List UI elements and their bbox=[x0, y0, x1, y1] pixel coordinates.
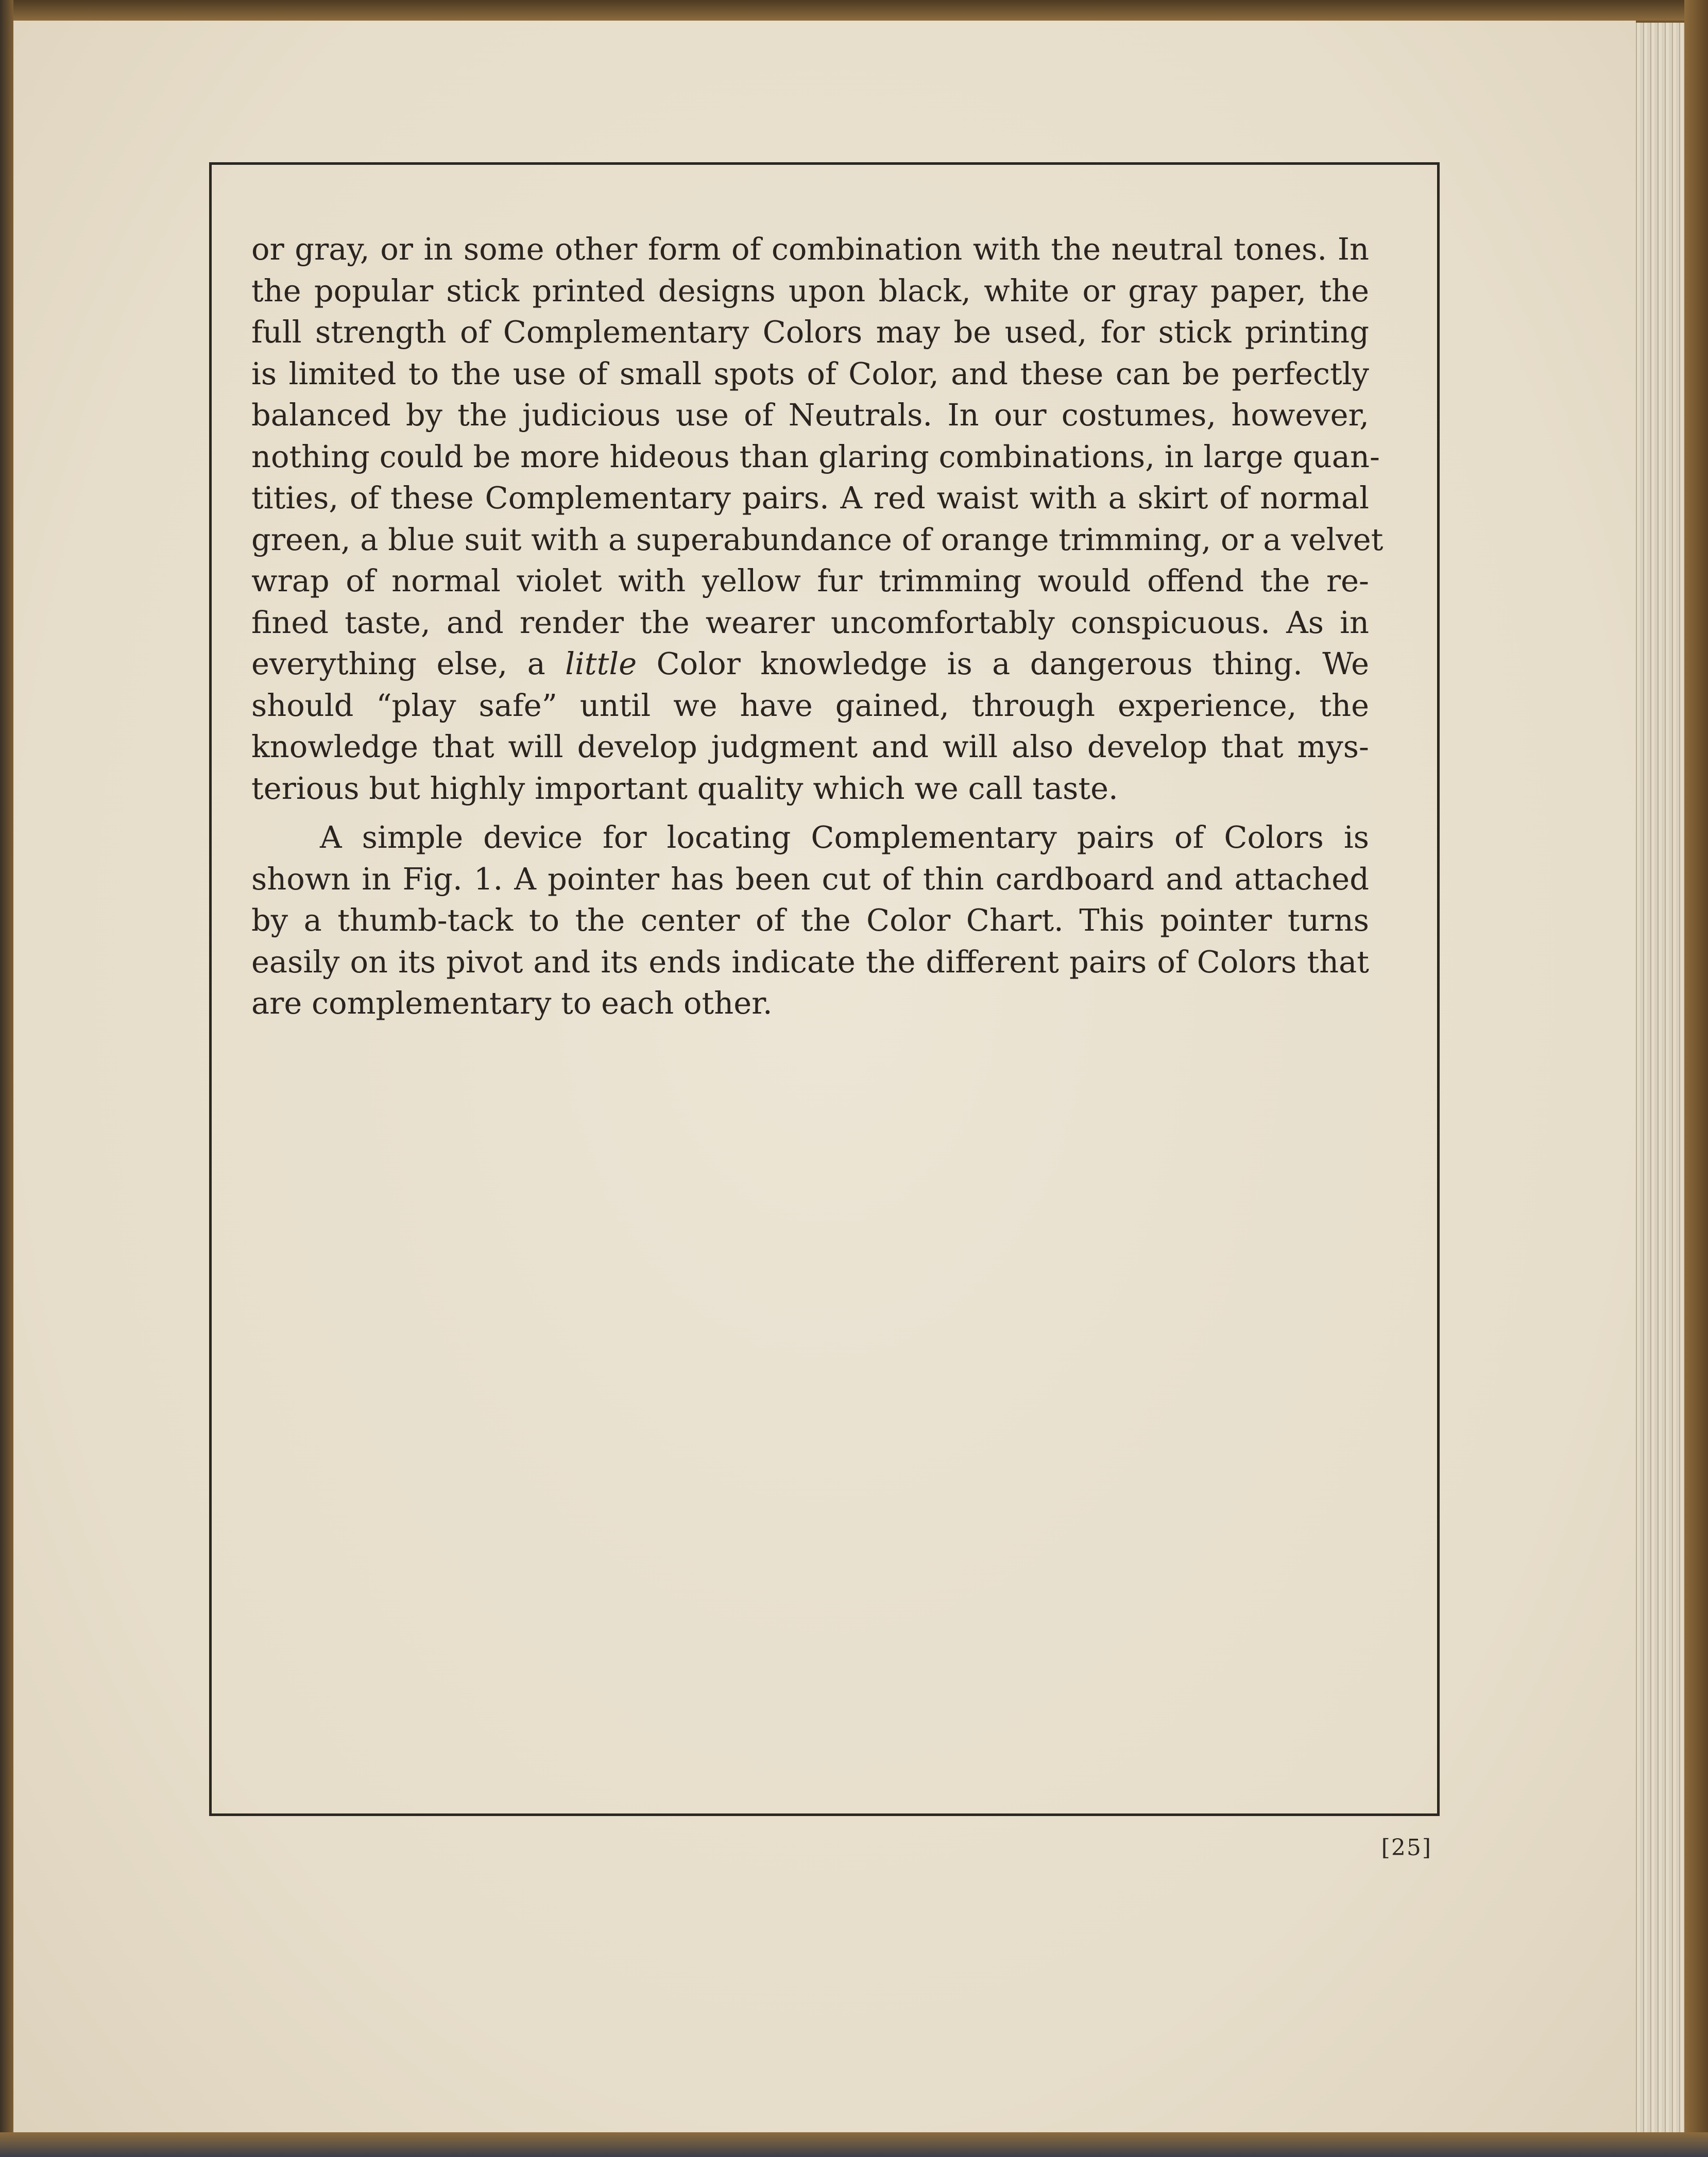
text-line: shown in Fig. 1. A pointer has been cut of thin cardboard and attached bbox=[251, 861, 1369, 897]
body-text bbox=[251, 229, 1384, 1024]
text-line: full strength of Complementary Colors may be used, for stick printing bbox=[251, 314, 1369, 350]
book-cover-bottom-edge bbox=[0, 2132, 1708, 2157]
text-line: A simple device for locating Complementary pairs of Colors is bbox=[320, 819, 1369, 855]
text-line: is limited to the use of small spots of Color, and these can be perfectly bbox=[251, 355, 1369, 391]
page-edges bbox=[1633, 23, 1684, 2132]
paragraph-gap bbox=[251, 809, 1369, 817]
text-line: green, a blue suit with a superabundance of orange trimming, or a velvet bbox=[251, 521, 1384, 557]
text-line: or gray, or in some other form of combination with the neutral tones. In bbox=[251, 231, 1369, 267]
paragraph-2 bbox=[251, 817, 1369, 1024]
text-segment: everything else, a bbox=[251, 646, 545, 681]
paragraph-1 bbox=[251, 229, 1384, 809]
text-line: terious but highly important quality which we call taste. bbox=[251, 770, 1118, 806]
text-line: the popular stick printed designs upon black, white or gray paper, the bbox=[251, 272, 1369, 309]
page-number: [25] bbox=[1381, 1835, 1432, 1861]
text-line: balanced by the judicious use of Neutrals. In our costumes, however, bbox=[251, 397, 1369, 433]
text-line-with-italic bbox=[251, 643, 1369, 685]
text-line: wrap of normal violet with yellow fur trimming would offend the re- bbox=[251, 563, 1369, 598]
text-line: easily on its pivot and its ends indicate the different pairs of Colors that bbox=[251, 944, 1369, 980]
text-line: tities, of these Complementary pairs. A red waist with a skirt of normal bbox=[251, 480, 1369, 516]
text-line: knowledge that will develop judgment and will also develop that mys- bbox=[251, 729, 1369, 764]
italic-word: little bbox=[565, 646, 637, 681]
text-line: nothing could be more hideous than glaring combinations, in large quan- bbox=[251, 438, 1380, 474]
text-line: should “play safe” until we have gained, through experience, the bbox=[251, 687, 1369, 723]
text-segment: Color knowledge is a dangerous thing. We bbox=[656, 646, 1369, 681]
book-cover-right-edge bbox=[1684, 0, 1708, 2157]
text-line: by a thumb-tack to the center of the Color Chart. This pointer turns bbox=[251, 902, 1369, 938]
book-cover-left-edge bbox=[0, 0, 13, 2157]
text-line: fined taste, and render the wearer uncomfortably conspicuous. As in bbox=[251, 604, 1369, 640]
text-line: are complementary to each other. bbox=[251, 985, 773, 1021]
book-cover-top-edge bbox=[0, 0, 1708, 21]
